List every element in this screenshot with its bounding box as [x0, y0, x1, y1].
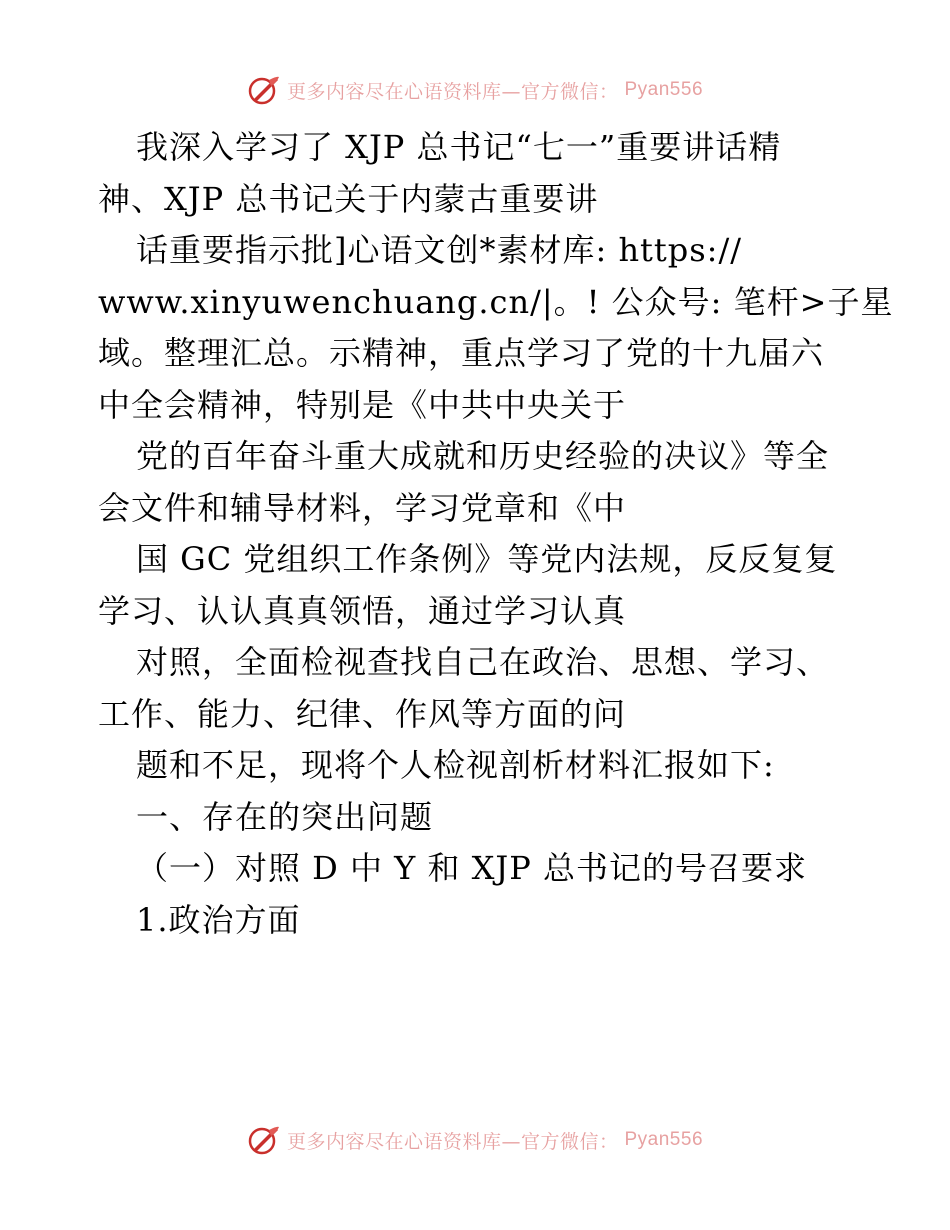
watermark-text: 更多内容尽在心语资料库—官方微信：	[286, 80, 619, 103]
text-line: 学习、认认真真领悟，通过学习认真	[98, 591, 627, 630]
text-line: www.xinyuwenchuang.cn/|。! 公众号: 笔杆>子星	[98, 282, 894, 321]
text-line: 会文件和辅导材料，学习党章和《中	[98, 488, 627, 527]
watermark-text: 更多内容尽在心语资料库—官方微信：	[286, 1130, 619, 1153]
subsection-heading: （一）对照 D 中 Y 和 XJP 总书记的号召要求	[136, 849, 807, 887]
watermark-wechat-id: Pyan556	[624, 1129, 704, 1150]
text-line: 我深入学习了 XJP 总书记“七一”重要讲话精	[136, 128, 782, 166]
quill-pen-seal-icon	[247, 1124, 281, 1156]
footer-watermark	[0, 1124, 950, 1156]
document-body	[98, 122, 894, 946]
text-line: 党的百年奋斗重大成就和历史经验的决议》等全	[136, 437, 830, 475]
text-line: 工作、能力、纪律、作风等方面的问	[98, 694, 627, 733]
header-watermark	[0, 74, 950, 106]
text-line: 中全会精神，特别是《中共中央关于	[98, 385, 627, 424]
text-line: 域。整理汇总。示精神，重点学习了党的十九届六	[98, 334, 825, 372]
text-line: 神、XJP 总书记关于内蒙古重要讲	[98, 179, 599, 218]
quill-pen-seal-icon	[247, 74, 281, 106]
text-line: 题和不足，现将个人检视剖析材料汇报如下:	[136, 746, 775, 784]
text-line: 话重要指示批]心语文创*素材库: https://	[136, 231, 743, 269]
text-line: 对照，全面检视查找自己在政治、思想、学习、	[136, 643, 830, 681]
item-heading: 1.政治方面	[136, 900, 301, 939]
watermark-wechat-id: Pyan556	[624, 79, 704, 100]
text-line: 国 GC 党组织工作条例》等党内法规，反反复复	[136, 540, 838, 578]
section-heading: 一、存在的突出问题	[136, 797, 434, 836]
